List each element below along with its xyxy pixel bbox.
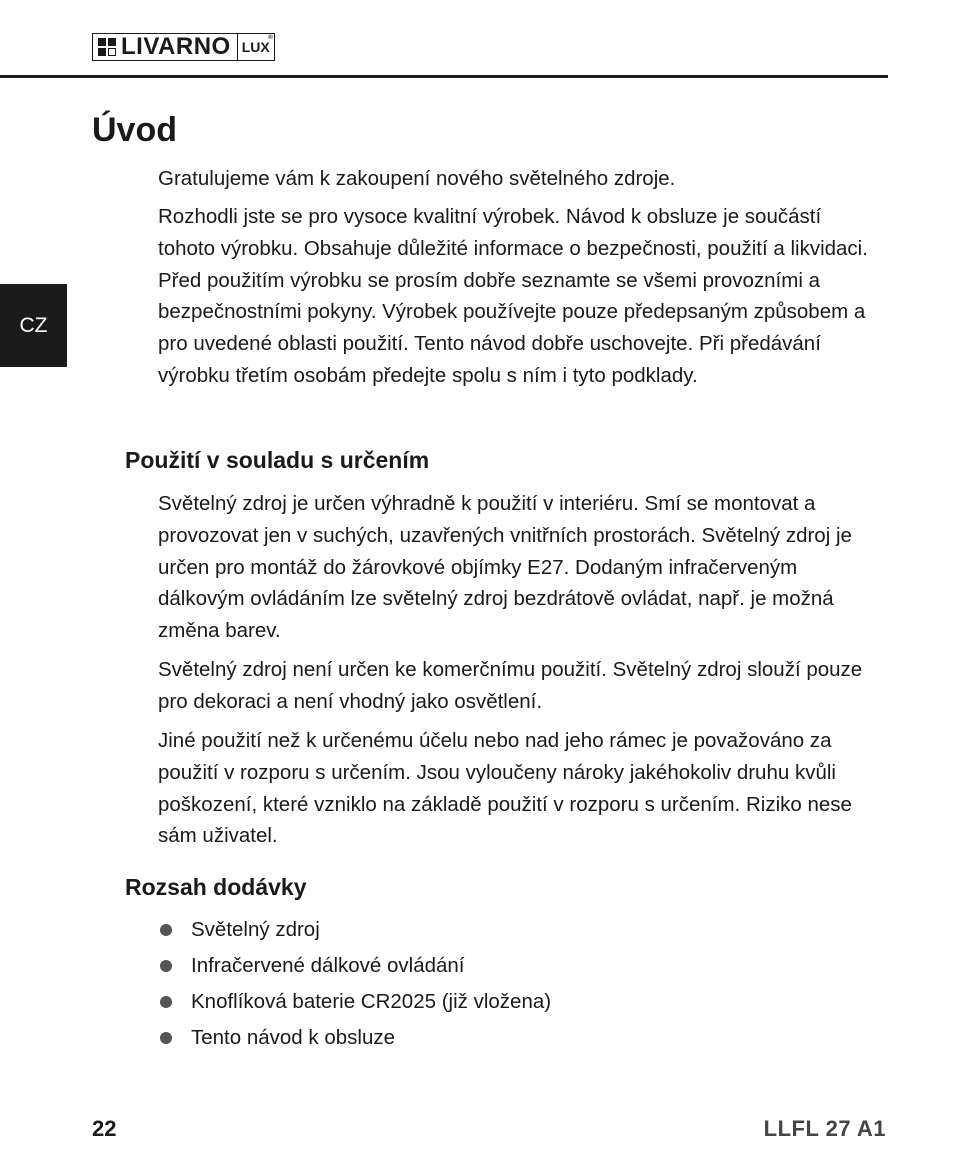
list-item	[160, 988, 551, 1016]
section-title-intended-use: Použití v souladu s určením	[125, 447, 430, 473]
language-tab	[0, 284, 67, 367]
brand-logo	[92, 33, 275, 63]
list-item	[160, 916, 320, 944]
language-tab-label: CZ	[19, 313, 48, 337]
registered-mark: ®	[268, 35, 273, 41]
logo-lux-text: LUX	[241, 39, 270, 55]
section-title-intro: Úvod	[92, 111, 177, 149]
logo-lux-box	[238, 33, 275, 61]
intended-use-paragraph: Světelný zdroj je určen výhradně k použití v interiéru. Smí se montovat a provozovat jen v suchých, uzavřených vnitřních prostorách. Světelný zdroj je určen pro montáž do žárovkové objímky E27. Dodaným infračerveným dálkovým ovládáním lze světelný zdroj bezdrátově ovládat, např. je možná změna barev.	[158, 492, 852, 643]
logo-main-box	[92, 33, 238, 61]
list-item	[160, 952, 465, 980]
list-item-label: Infračervené dálkové ovládání	[191, 954, 465, 977]
intended-use-paragraph: Jiné použití než k určenému účelu nebo nad jeho rámec je považováno za použití v rozporu s určením. Jsou vyloučeny nároky jakéhokoliv druhu kvůli poškození, které vzniklo na základě použití v rozporu s určením. Riziko nese sám uživatel.	[158, 729, 852, 848]
bullet-icon	[160, 996, 172, 1008]
bullet-icon	[160, 960, 172, 972]
header-rule	[0, 75, 888, 78]
bullet-icon	[160, 924, 172, 936]
list-item	[160, 1024, 395, 1052]
intended-use-paragraph: Světelný zdroj není určen ke komerčnímu použití. Světelný zdroj slouží pouze pro dekoraci a není vhodný jako osvětlení.	[158, 658, 863, 713]
list-item-label: Světelný zdroj	[191, 918, 320, 941]
page-number: 22	[92, 1116, 117, 1141]
model-number: LLFL 27 A1	[763, 1116, 886, 1141]
list-item-label: Tento návod k obsluze	[191, 1026, 395, 1049]
intro-paragraph: Rozhodli jste se pro vysoce kvalitní výrobek. Návod k obsluze je součástí tohoto výrobku. Obsahuje důležité informace o bezpečnosti, použití a likvidaci. Před použitím výrobku se prosím dobře seznamte se všemi provozními a bezpečnostními pokyny. Výrobek používejte pouze předepsaným způsobem a pro uvedené oblasti použití. Tento návod dobře uschovejte. Při předávání výrobku třetím osobám předejte spolu s ním i tyto podklady.	[158, 205, 868, 387]
bullet-icon	[160, 1032, 172, 1044]
list-item-label: Knoflíková baterie CR2025 (již vložena)	[191, 990, 552, 1013]
section-title-scope: Rozsah dodávky	[125, 874, 307, 900]
logo-brand-text: LIVARNO	[121, 33, 231, 60]
intro-paragraph: Gratulujeme vám k zakoupení nového světelného zdroje.	[158, 167, 676, 190]
logo-mark-icon	[98, 38, 116, 56]
